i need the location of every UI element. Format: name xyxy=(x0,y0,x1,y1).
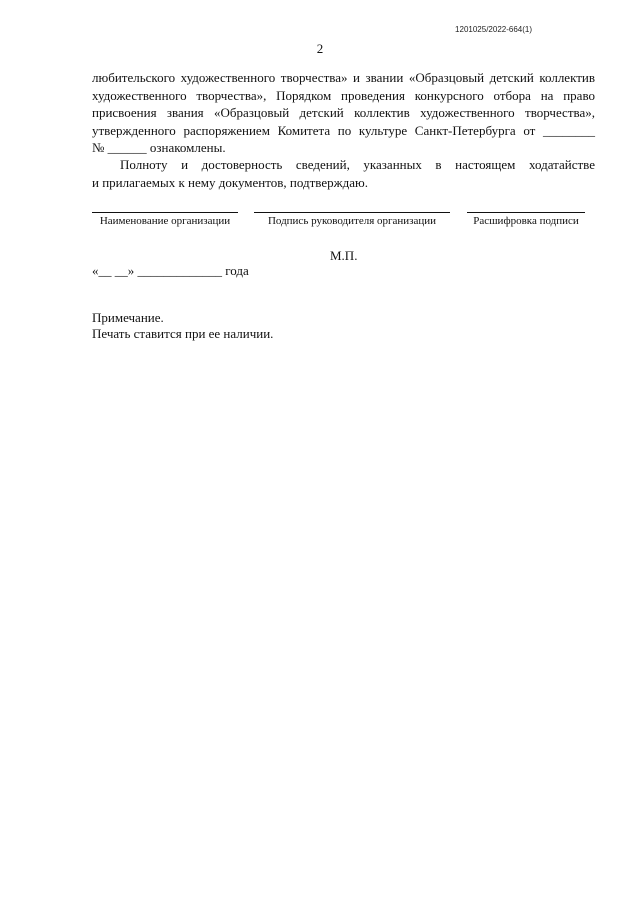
paragraph-acknowledgement xyxy=(92,69,595,157)
note-title: Примечание. xyxy=(92,310,164,325)
date-line: «__ __» _____________ года xyxy=(92,263,249,278)
note-text: Печать ставится при ее наличии. xyxy=(92,326,274,341)
note-block xyxy=(92,310,273,342)
signature-block xyxy=(92,212,595,242)
document-id: 1201025/2022-664(1) xyxy=(455,25,532,34)
text-line: утвержденного распоряжением Комитета по культуре Санкт-Петербурга от ________ xyxy=(92,122,595,138)
signature-caption: Подпись руководителя организации xyxy=(267,215,437,227)
stamp-place-label: М.П. xyxy=(330,248,358,263)
signature-line xyxy=(254,212,450,213)
signature-field-decoding xyxy=(467,212,585,227)
signature-line xyxy=(467,212,585,213)
signature-line xyxy=(92,212,238,213)
text-line: Полноту и достоверность сведений, указанных в настоящем ходатайстве xyxy=(120,157,595,172)
text-line: любительского художественного творчества» и звании «Образцовый детский коллектив xyxy=(92,70,595,85)
text-line: художественного творчества», Порядком проведения конкурсного отбора на право xyxy=(92,87,595,103)
page-number: 2 xyxy=(316,41,324,56)
paragraph-confirmation xyxy=(92,156,595,191)
text-line: № ______ ознакомлены. xyxy=(92,140,226,155)
signature-caption: Расшифровка подписи xyxy=(473,215,579,227)
signature-caption: Наименование организации xyxy=(99,215,231,227)
text-line: присвоения звания «Образцовый детский коллектив художественного творчества», xyxy=(92,105,595,120)
signature-field-head xyxy=(254,212,450,227)
signature-field-organization xyxy=(92,212,238,227)
text-line: и прилагаемых к нему документов, подтверждаю. xyxy=(92,174,368,190)
